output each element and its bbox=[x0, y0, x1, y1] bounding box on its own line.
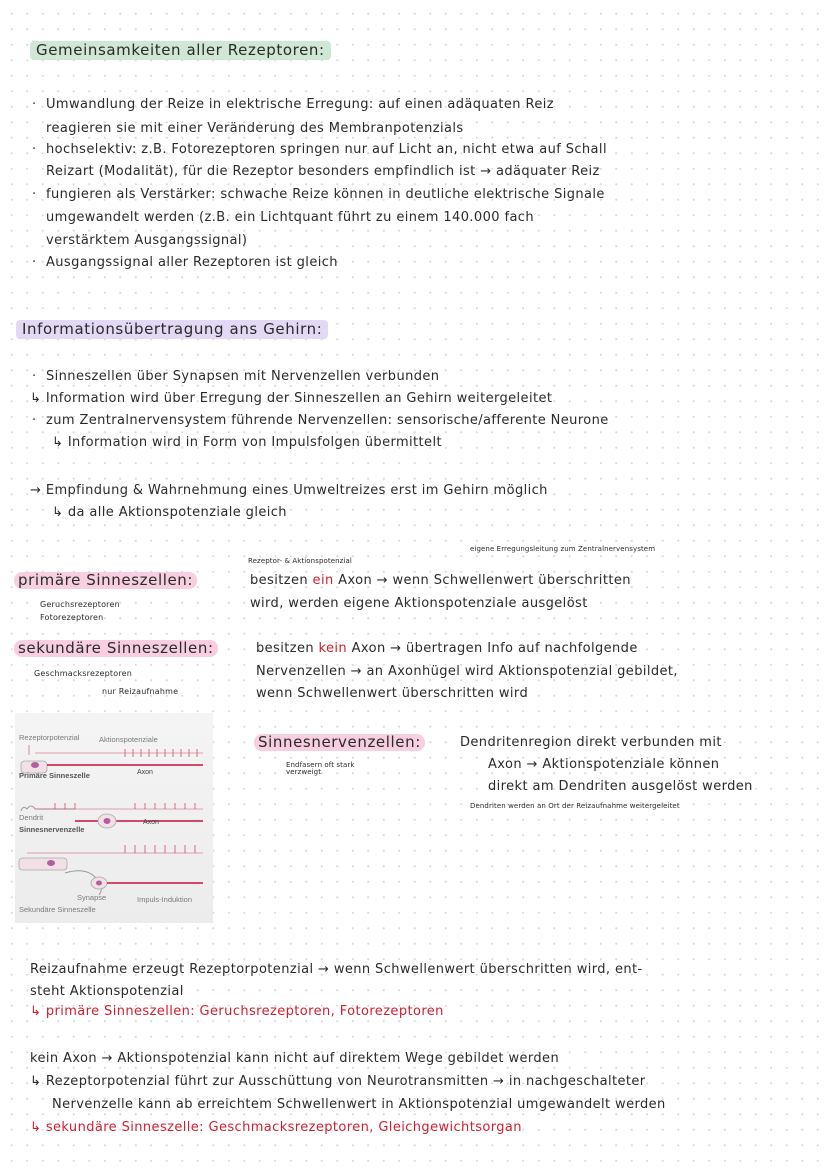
sensory-neuron-line-4: Dendriten werden an Ort der Reizaufnahme weitergeleitet bbox=[470, 802, 680, 810]
section2-heading: Informationsübertragung ans Gehirn: bbox=[16, 320, 328, 339]
section2-line-3: zum Zentralnervensystem führende Nervenzellen: sensorische/afferente Neurone bbox=[46, 413, 609, 428]
neuron-nucleus bbox=[104, 818, 111, 824]
section4-line-1: kein Axon → Aktionspotenzial kann nicht auf direktem Wege gebildet werden bbox=[30, 1051, 560, 1066]
section2-line-2: ↳ Information wird über Erregung der Sinneszellen an Gehirn weitergeleitet bbox=[30, 391, 553, 406]
sensory-neuron-line-3: direkt am Dendriten ausgelöst werden bbox=[488, 779, 753, 794]
primary-annot-right: eigene Erregungsleitung zum Zentralnervensystem bbox=[470, 545, 656, 553]
primary-line-2: wird, werden eigene Aktionspotenziale ausgelöst bbox=[250, 596, 588, 611]
diagram-label-action-potentials: Aktionspotenziale bbox=[99, 735, 158, 744]
section4-line-4: ↳ sekundäre Sinneszelle: Geschmacksrezeptoren, Gleichgewichtsorgan bbox=[30, 1120, 522, 1135]
diagram-label-impulse: Impuls-Induktion bbox=[137, 895, 193, 904]
section2-line-5: → Empfindung & Wahrnehmung eines Umweltreizes erst im Gehirn möglich bbox=[30, 483, 548, 498]
section2-line-4: ↳ Information wird in Form von Impulsfolgen übermittelt bbox=[52, 435, 442, 450]
secondary-neuron-nucleus bbox=[96, 881, 102, 886]
diagram-label-synapse: Synapse bbox=[77, 893, 107, 902]
sensory-neuron-line-2: Axon → Aktionspotenziale können bbox=[488, 757, 720, 772]
diagram-label-axon-2: Axon bbox=[143, 819, 159, 826]
section1-line-3: hochselektiv: z.B. Fotorezeptoren springen nur auf Licht an, nicht etwa auf Schall bbox=[46, 142, 607, 157]
bullet: · bbox=[32, 97, 37, 112]
section1-line-7: verstärktem Ausgangssignal) bbox=[46, 233, 248, 248]
primary-label: primäre Sinneszellen: bbox=[14, 572, 197, 589]
section3-line-3: ↳ primäre Sinneszellen: Geruchsrezeptoren, Fotorezeptoren bbox=[30, 1004, 444, 1019]
primary-line-1 bbox=[250, 574, 631, 587]
sensory-neuron-label: Sinnesnervenzellen: bbox=[254, 734, 425, 751]
diagram-label-sensory: Sinnesnervenzelle bbox=[19, 825, 85, 834]
primary-annot-left: Rezeptor- & Aktionspotenzial bbox=[248, 557, 352, 565]
dendrite bbox=[21, 806, 75, 811]
secondary-line-3: wenn Schwellenwert überschritten wird bbox=[256, 686, 529, 701]
section4-line-2: ↳ Rezeptorpotenzial führt zur Ausschüttung von Neurotransmitten → in nachgeschalteter bbox=[30, 1074, 646, 1089]
section1-heading: Gemeinsamkeiten aller Rezeptoren: bbox=[30, 41, 331, 60]
section3-line-2: steht Aktionspotenzial bbox=[30, 984, 184, 999]
secondary-line-1a: besitzen bbox=[256, 641, 314, 656]
diagram-label-primary: Primäre Sinneszelle bbox=[19, 771, 90, 780]
secondary-label: sekundäre Sinneszellen: bbox=[14, 640, 218, 657]
diagram-label-dendrit: Dendrit bbox=[19, 813, 44, 822]
section4-line-3: Nervenzelle kann ab erreichtem Schwellenwert in Aktionspotenzial umgewandelt werden bbox=[52, 1097, 666, 1112]
diagram-label-axon-1: Axon bbox=[137, 769, 153, 776]
secondary-cell-body bbox=[19, 858, 67, 870]
section1-line-2: reagieren sie mit einer Veränderung des Membranpotenzials bbox=[46, 121, 464, 136]
sensory-neuron-note: Endfasern oft stark verzweigt bbox=[286, 761, 355, 776]
primary-line-1-red: ein bbox=[312, 573, 334, 588]
secondary-note: nur Reizaufnahme bbox=[102, 687, 179, 696]
section1-line-5: fungieren als Verstärker: schwache Reize können in deutliche elektrische Signale bbox=[46, 187, 605, 202]
section1-line-6: umgewandelt werden (z.B. ein Lichtquant führt zu einem 140.000 fach bbox=[46, 210, 534, 225]
bullet: · bbox=[32, 369, 37, 384]
secondary-line-1 bbox=[256, 642, 638, 655]
section1-line-4: Reizart (Modalität), für die Rezeptor besonders empfindlich ist → adäquater Reiz bbox=[46, 164, 600, 179]
primary-example-1: Geruchsrezeptoren bbox=[40, 600, 120, 609]
diagram-label-secondary: Sekundäre Sinneszelle bbox=[19, 905, 96, 914]
bullet: · bbox=[32, 413, 37, 428]
primary-cell-nucleus bbox=[31, 762, 39, 768]
sensory-cell-diagram bbox=[15, 713, 213, 923]
bullet: · bbox=[32, 142, 37, 157]
section2-line-1: Sinneszellen über Synapsen mit Nervenzellen verbunden bbox=[46, 369, 440, 384]
secondary-line-2: Nervenzellen → an Axonhügel wird Aktionspotenzial gebildet, bbox=[256, 664, 678, 679]
diagram-drawing bbox=[15, 713, 213, 923]
primary-line-1b: Axon → wenn Schwellenwert überschritten bbox=[338, 573, 631, 588]
primary-example-2: Fotorezeptoren bbox=[40, 613, 104, 622]
section3-line-1: Reizaufnahme erzeugt Rezeptorpotenzial → wenn Schwellenwert überschritten wird, ent- bbox=[30, 962, 643, 977]
secondary-line-1-red: kein bbox=[318, 641, 348, 656]
bullet: · bbox=[32, 187, 37, 202]
section1-line-8: Ausgangssignal aller Rezeptoren ist gleich bbox=[46, 255, 338, 270]
secondary-cell-nucleus bbox=[47, 860, 55, 866]
secondary-line-1b: Axon → übertragen Info auf nachfolgende bbox=[351, 641, 638, 656]
secondary-spike-marks bbox=[125, 845, 195, 853]
diagram-label-receptor-potential: Rezeptorpotenzial bbox=[19, 733, 80, 742]
section2-line-6: ↳ da alle Aktionspotenziale gleich bbox=[52, 505, 287, 520]
primary-line-1a: besitzen bbox=[250, 573, 308, 588]
secondary-example: Geschmacksrezeptoren bbox=[34, 669, 133, 678]
section1-line-1: Umwandlung der Reize in elektrische Erregung: auf einen adäquaten Reiz bbox=[46, 97, 554, 112]
neuron-spike-marks bbox=[55, 803, 195, 809]
bullet: · bbox=[32, 255, 37, 270]
sensory-neuron-line-1: Dendritenregion direkt verbunden mit bbox=[460, 735, 722, 750]
